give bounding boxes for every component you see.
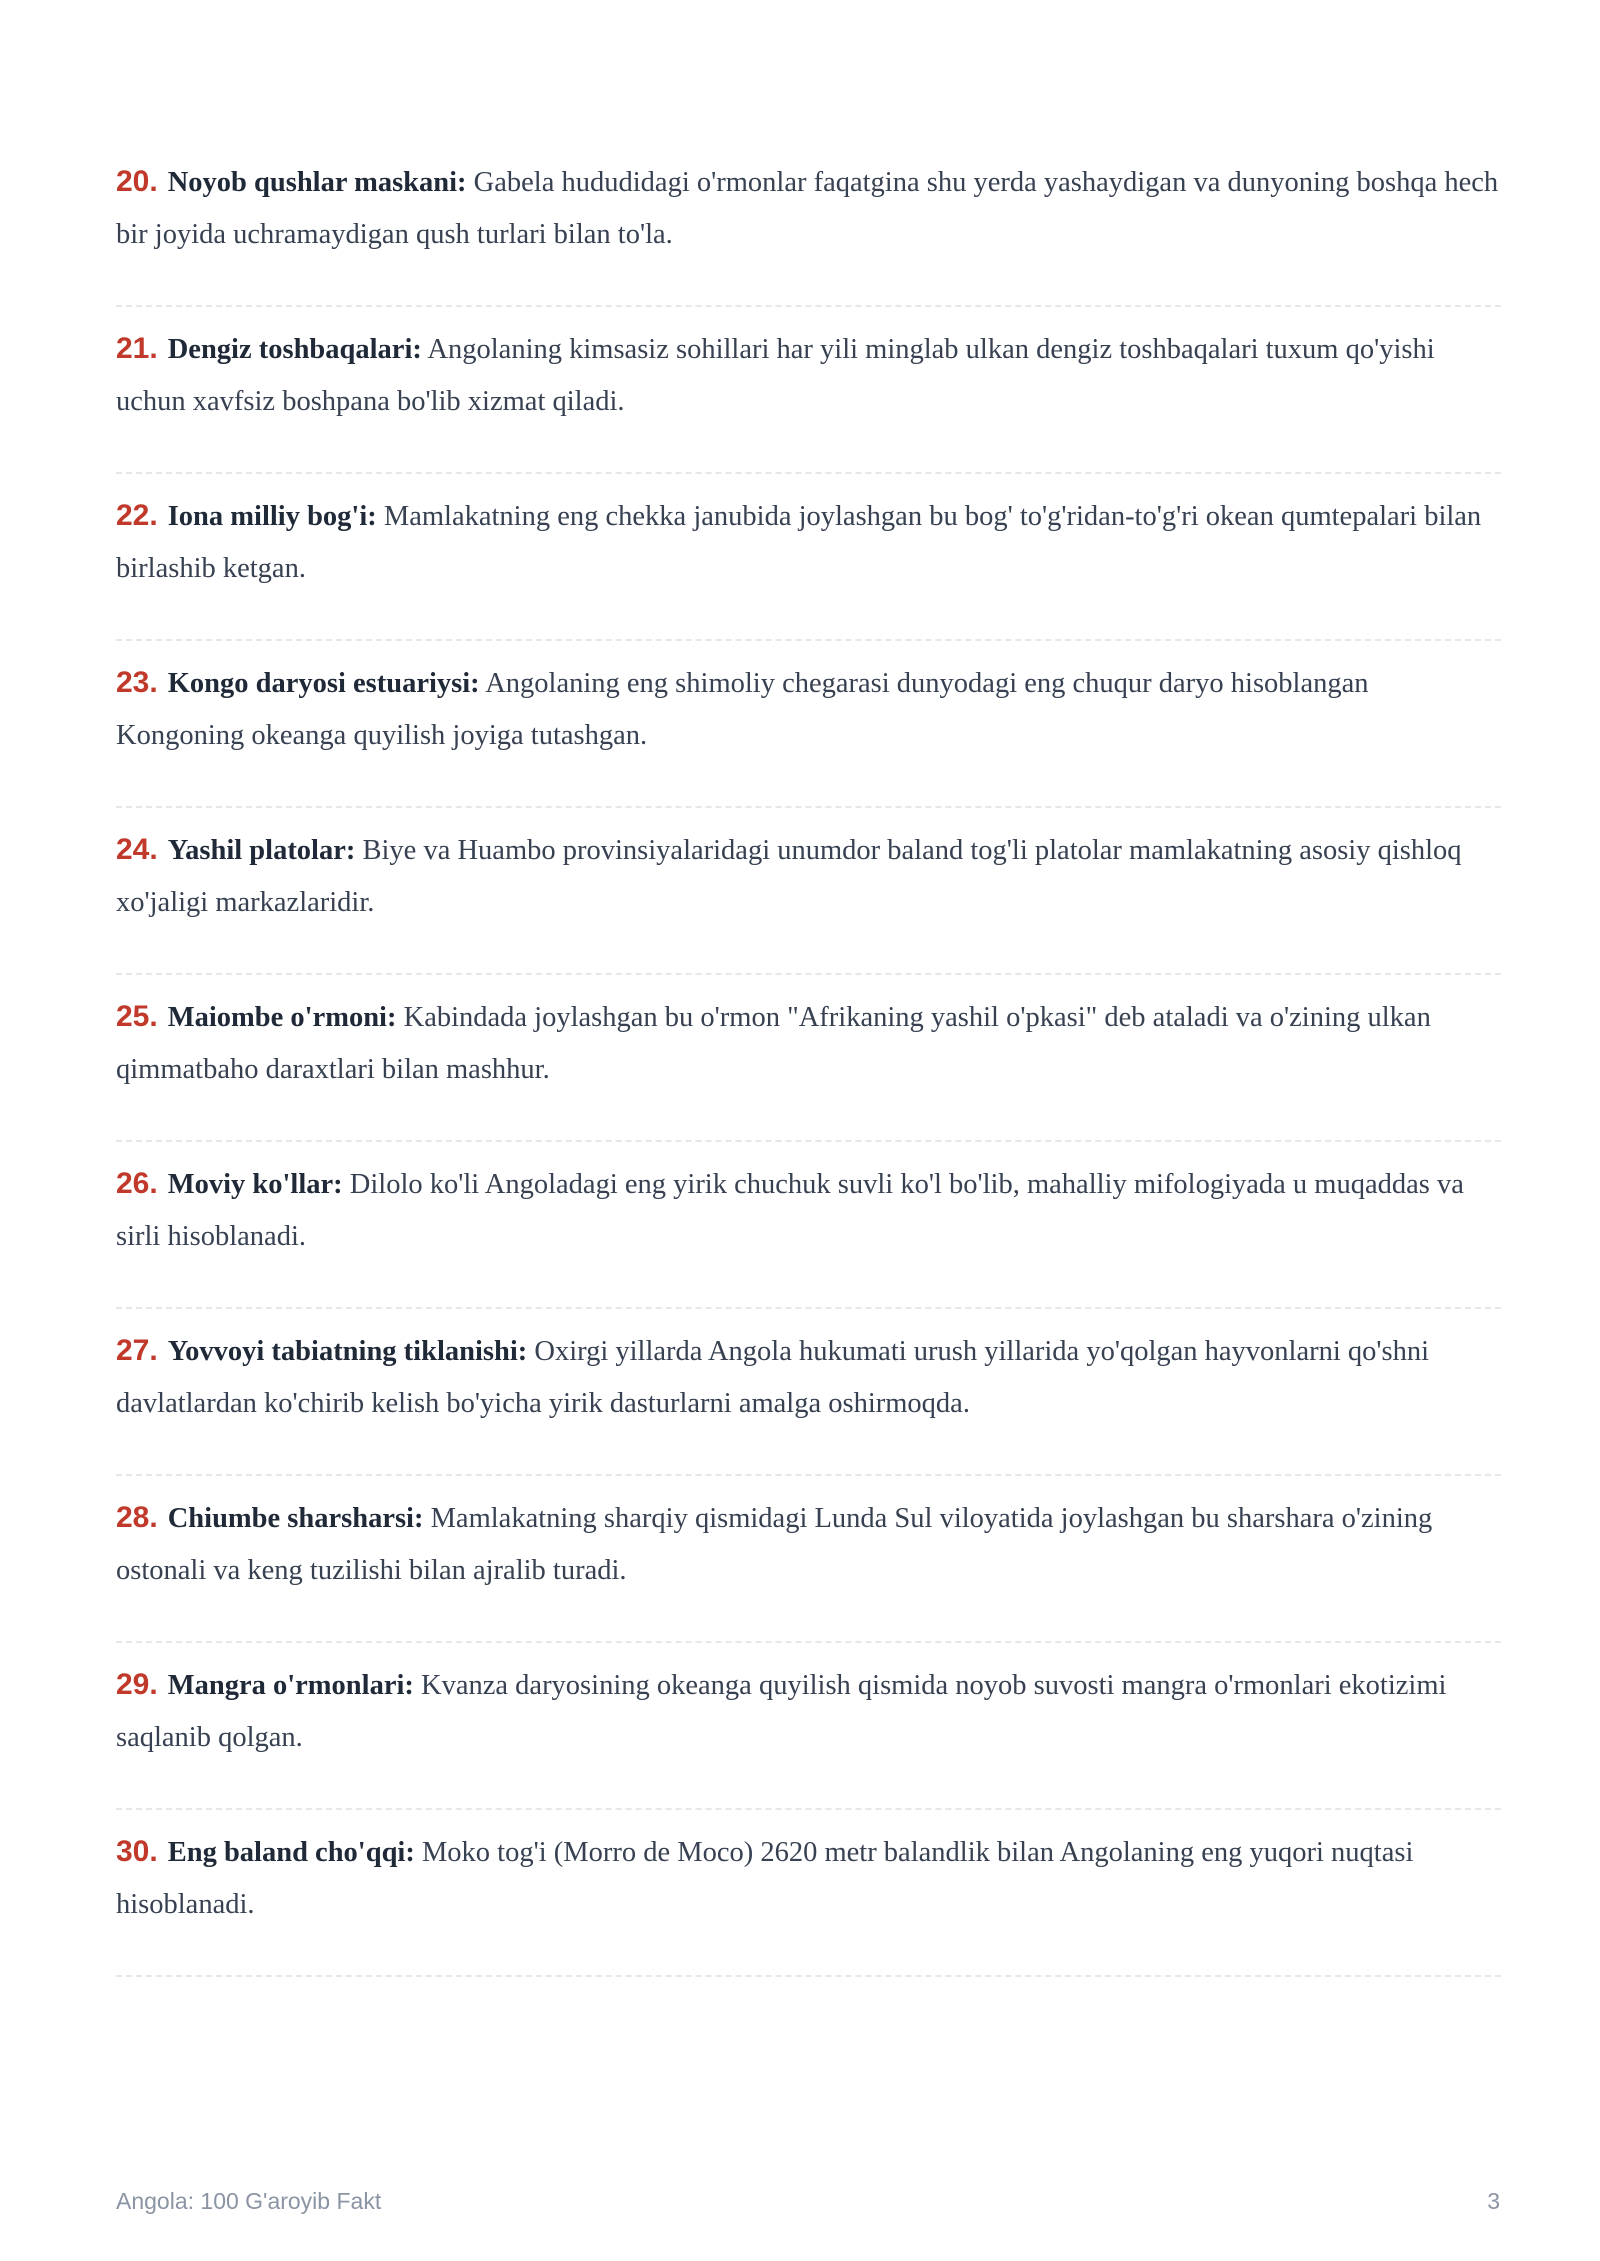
fact-number: 21. bbox=[116, 332, 158, 365]
fact-number: 28. bbox=[116, 1501, 158, 1534]
fact-text: Oxirgi yillarda Angola hukumati urush yillarida yo'qolgan hayvonlarni qo'shni davlatlardan ko'chirib kelish bo'yicha yirik dasturlarni amalga oshirmoqda. bbox=[116, 1336, 1430, 1419]
fact-item bbox=[116, 1476, 1501, 1643]
fact-item bbox=[116, 140, 1501, 307]
fact-number: 20. bbox=[116, 165, 158, 198]
fact-number: 22. bbox=[116, 499, 158, 532]
fact-item bbox=[116, 975, 1501, 1142]
fact-item bbox=[116, 307, 1501, 474]
fact-number: 23. bbox=[116, 666, 158, 699]
fact-number: 29. bbox=[116, 1668, 158, 1701]
fact-item bbox=[116, 1142, 1501, 1309]
fact-title: Yashil platolar: bbox=[167, 835, 356, 866]
fact-title: Kongo daryosi estuariysi: bbox=[167, 668, 480, 699]
page-number: 3 bbox=[1487, 2188, 1500, 2214]
fact-item bbox=[116, 474, 1501, 641]
fact-text: Dilolo ko'li Angoladagi eng yirik chuchuk suvli ko'l bo'lib, mahalliy mifologiyada u muqaddas va sirli hisoblanadi. bbox=[116, 1169, 1464, 1252]
fact-title: Chiumbe sharsharsi: bbox=[167, 1503, 424, 1534]
fact-list bbox=[116, 140, 1501, 1977]
fact-title: Dengiz toshbaqalari: bbox=[167, 334, 422, 365]
fact-number: 30. bbox=[116, 1835, 158, 1868]
fact-text: Kvanza daryosining okeanga quyilish qismida noyob suvosti mangra o'rmonlari ekotizimi saqlanib qolgan. bbox=[116, 1670, 1447, 1753]
fact-number: 24. bbox=[116, 833, 158, 866]
fact-item bbox=[116, 808, 1501, 975]
fact-number: 27. bbox=[116, 1334, 158, 1367]
fact-text: Biye va Huambo provinsiyalaridagi unumdor baland tog'li platolar mamlakatning asosiy qishloq xo'jaligi markazlaridir. bbox=[116, 835, 1462, 918]
fact-text: Kabindada joylashgan bu o'rmon "Afrikaning yashil o'pkasi" deb ataladi va o'zining ulkan qimmatbaho daraxtlari bilan mashhur. bbox=[116, 1002, 1431, 1085]
fact-title: Eng baland cho'qqi: bbox=[167, 1837, 415, 1868]
fact-text: Moko tog'i (Morro de Moco) 2620 metr balandlik bilan Angolaning eng yuqori nuqtasi hisoblanadi. bbox=[116, 1837, 1414, 1920]
fact-item bbox=[116, 1309, 1501, 1476]
fact-title: Mangra o'rmonlari: bbox=[167, 1670, 414, 1701]
fact-title: Noyob qushlar maskani: bbox=[167, 167, 467, 198]
fact-title: Yovvoyi tabiatning tiklanishi: bbox=[167, 1336, 528, 1367]
fact-title: Moviy ko'llar: bbox=[167, 1169, 343, 1200]
fact-text: Angolaning kimsasiz sohillari har yili minglab ulkan dengiz toshbaqalari tuxum qo'yishi uchun xavfsiz boshpana bo'lib xizmat qiladi. bbox=[116, 334, 1435, 417]
fact-item bbox=[116, 1643, 1501, 1810]
fact-text: Mamlakatning eng chekka janubida joylashgan bu bog' to'g'ridan-to'g'ri okean qumtepalari bilan birlashib ketgan. bbox=[116, 501, 1482, 584]
fact-item bbox=[116, 641, 1501, 808]
fact-text: Mamlakatning sharqiy qismidagi Lunda Sul viloyatida joylashgan bu sharshara o'zining ostonali va keng tuzilishi bilan ajralib turadi. bbox=[116, 1503, 1433, 1586]
fact-item bbox=[116, 1810, 1501, 1977]
page-footer bbox=[116, 2188, 1500, 2215]
fact-text: Gabela hududidagi o'rmonlar faqatgina shu yerda yashaydigan va dunyoning boshqa hech bir joyida uchramaydigan qush turlari bilan to'la. bbox=[116, 167, 1499, 250]
fact-title: Maiombe o'rmoni: bbox=[167, 1002, 397, 1033]
fact-text: Angolaning eng shimoliy chegarasi dunyodagi eng chuqur daryo hisoblangan Kongoning okeanga quyilish joyiga tutashgan. bbox=[116, 668, 1369, 751]
footer-document-title: Angola: 100 G'aroyib Fakt bbox=[116, 2188, 382, 2214]
fact-number: 26. bbox=[116, 1167, 158, 1200]
fact-title: Iona milliy bog'i: bbox=[167, 501, 377, 532]
fact-number: 25. bbox=[116, 1000, 158, 1033]
